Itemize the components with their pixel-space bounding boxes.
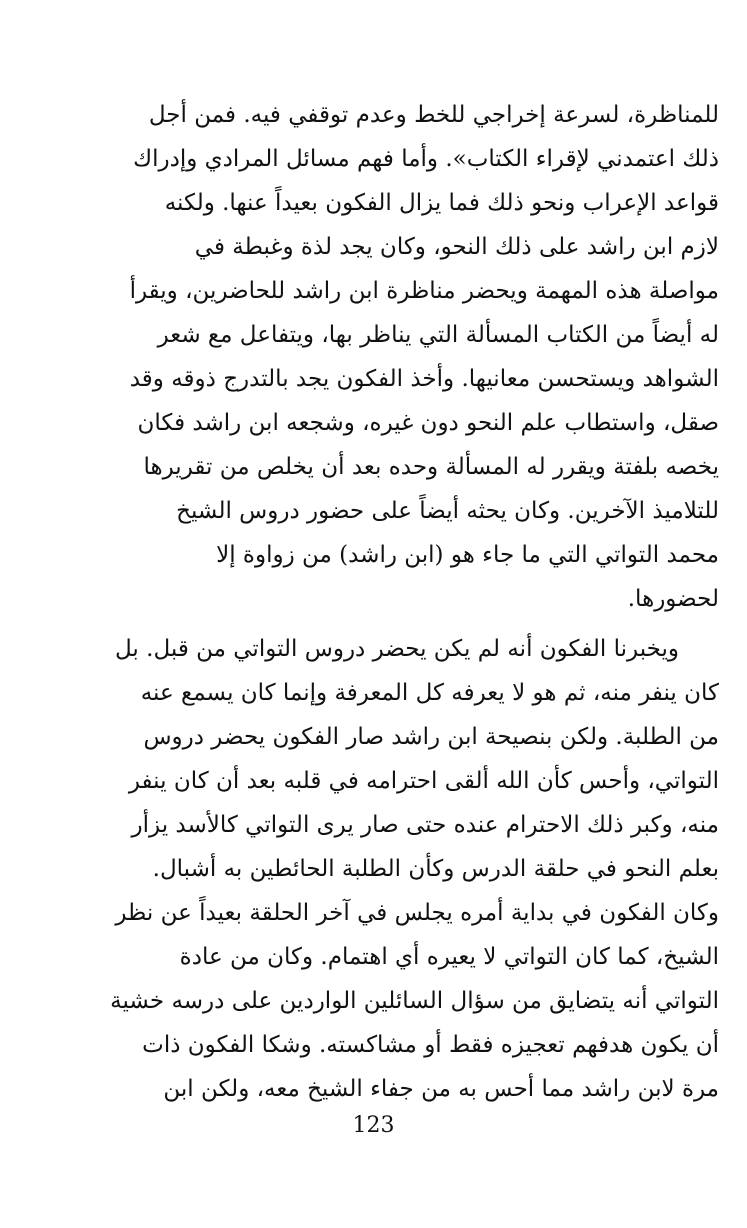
text-line: قواعد الإعراب ونحو ذلك فما يزال الفكون بعيداً عنها. ولكنه <box>164 190 719 216</box>
text-line: التواتي أنه يتضايق من سؤال السائلين الواردين على درسه خشية <box>110 988 719 1014</box>
page-number: 123 <box>352 1113 395 1138</box>
text-line: للمناظرة، لسرعة إخراجي للخط وعدم توقفي فيه. فمن أجل <box>148 102 719 128</box>
text-line: يخصه بلفتة ويقرر له المسألة وحده بعد أن يخلص من تقريرها <box>143 454 719 480</box>
text-line: مرة لابن راشد مما أحس به من جفاء الشيخ معه، ولكن ابن <box>163 1076 719 1102</box>
text-line: له أيضاً من الكتاب المسألة التي يناظر بها، ويتفاعل مع شعر <box>157 322 719 348</box>
text-line: لازم ابن راشد على ذلك النحو، وكان يجد لذة وغبطة في <box>194 234 719 260</box>
text-line: للتلاميذ الآخرين. وكان يحثه أيضاً على حضور دروس الشيخ <box>176 498 719 524</box>
text-line: كان ينفر منه، ثم هو لا يعرفه كل المعرفة وإنما كان يسمع عنه <box>140 680 719 706</box>
paragraph-2 <box>92 627 719 1111</box>
text-line: ويخبرنا الفكون أنه لم يكن يحضر دروس التواتي من قبل. بل <box>115 636 679 662</box>
text-line: من الطلبة. ولكن بنصيحة ابن راشد صار الفكون يحضر دروس <box>143 724 719 750</box>
text-line: صقل، واستطاب علم النحو دون غيره، وشجعه ابن راشد فكان <box>137 410 719 436</box>
paragraph-1 <box>92 93 719 621</box>
text-line: أن يكون هدفهم تعجيزه فقط أو مشاكسته. وشكا الفكون ذات <box>142 1032 719 1058</box>
text-line: الشيخ، كما كان التواتي لا يعيره أي اهتمام. وكان من عادة <box>179 944 719 970</box>
text-line: التواتي، وأحس كأن الله ألقى احترامه في قلبه بعد أن كان ينفر <box>128 768 719 794</box>
text-line: ذلك اعتمدني لإقراء الكتاب». وأما فهم مسائل المرادي وإدراك <box>133 146 719 172</box>
text-line: وكان الفكون في بداية أمره يجلس في آخر الحلقة بعيداً عن نظر <box>115 900 719 926</box>
text-line: لحضورها. <box>627 586 719 612</box>
text-line: مواصلة هذه المهمة ويحضر مناظرة ابن راشد للحاضرين، ويقرأ <box>129 278 719 304</box>
text-line: منه، وكبر ذلك الاحترام عنده حتى صار يرى التواتي كالأسد يزأر <box>131 812 719 838</box>
text-line: بعلم النحو في حلقة الدرس وكأن الطلبة الحائطين به أشبال. <box>152 856 719 882</box>
text-line: محمد التواتي التي ما جاء هو (ابن راشد) من زواوة إلا <box>216 542 719 568</box>
text-line: الشواهد ويستحسن معانيها. وأخذ الفكون يجد بالتدرج ذوقه وقد <box>129 366 719 392</box>
